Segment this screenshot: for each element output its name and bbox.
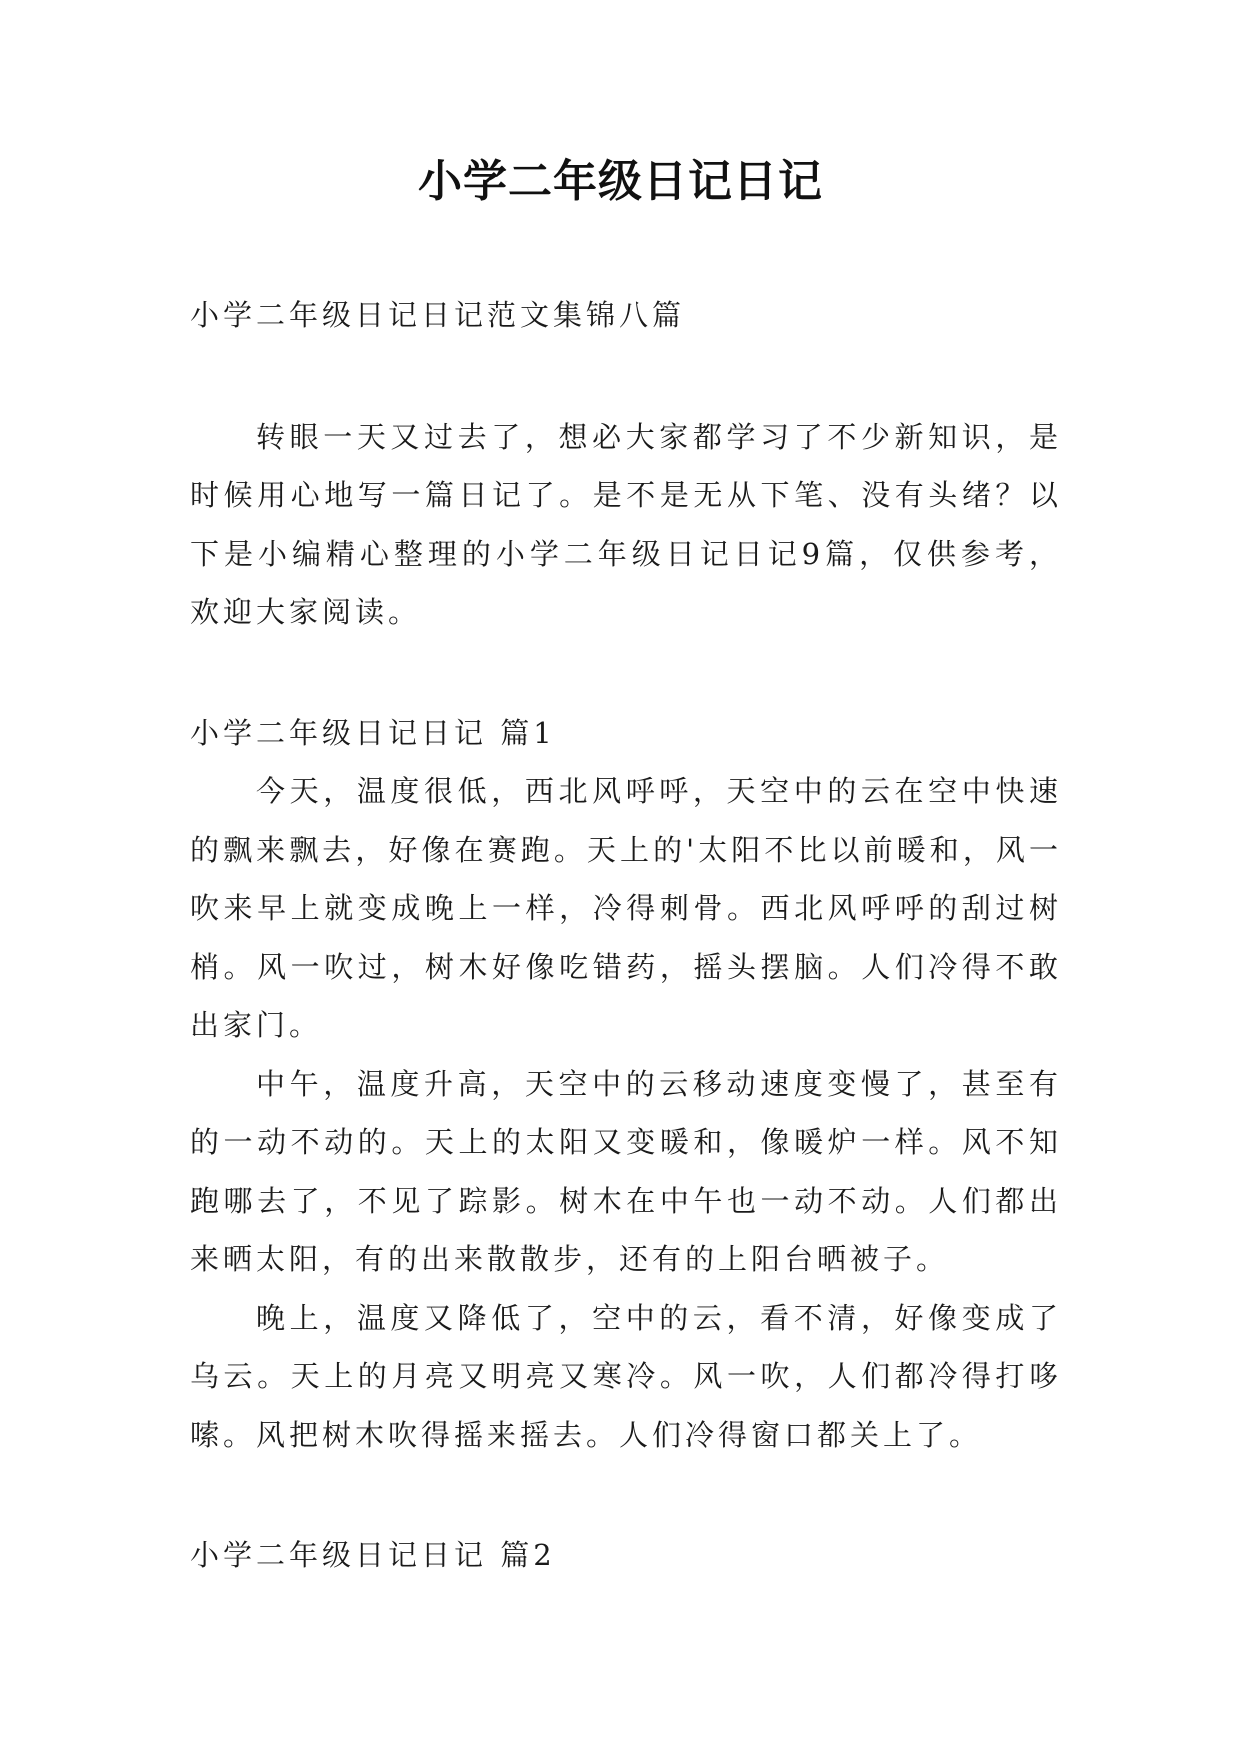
section-1-paragraph-3: 晚上，温度又降低了，空中的云，看不清，好像变成了乌云。天上的月亮又明亮又寒冷。风一吹，人们都冷得打哆嗦。风把树木吹得摇来摇去。人们冷得窗口都关上了。 [190,1300,1062,1452]
section-heading-2: 小学二年级日记日记 篇2 [190,1538,556,1572]
section-heading-1: 小学二年级日记日记 篇1 [190,715,556,750]
intro-paragraph: 转眼一天又过去了，想必大家都学习了不少新知识，是时候用心地写一篇日记了。是不是无从下笔、没有头绪？以下是小编精心整理的小学二年级日记日记9篇，仅供参考，欢迎大家阅读。 [190,419,1062,629]
section-1-paragraph-1: 今天，温度很低，西北风呼呼，天空中的云在空中快速的飘来飘去，好像在赛跑。天上的'太阳不比以前暖和，风一吹来早上就变成晚上一样，冷得刺骨。西北风呼呼的刮过树梢。风一吹过，树木好像吃错药，摇头摆脑。人们冷得不敢出家门。 [190,774,1062,1042]
section-1-paragraph-2: 中午，温度升高，天空中的云移动速度变慢了，甚至有的一动不动的。天上的太阳又变暖和，像暖炉一样。风不知跑哪去了，不见了踪影。树木在中午也一动不动。人们都出来晒太阳，有的出来散散步，还有的上阳台晒被子。 [190,1066,1062,1276]
document-title: 小学二年级日记日记 [418,156,823,207]
document-subtitle: 小学二年级日记日记范文集锦八篇 [190,298,686,332]
document-body [190,286,1062,1585]
